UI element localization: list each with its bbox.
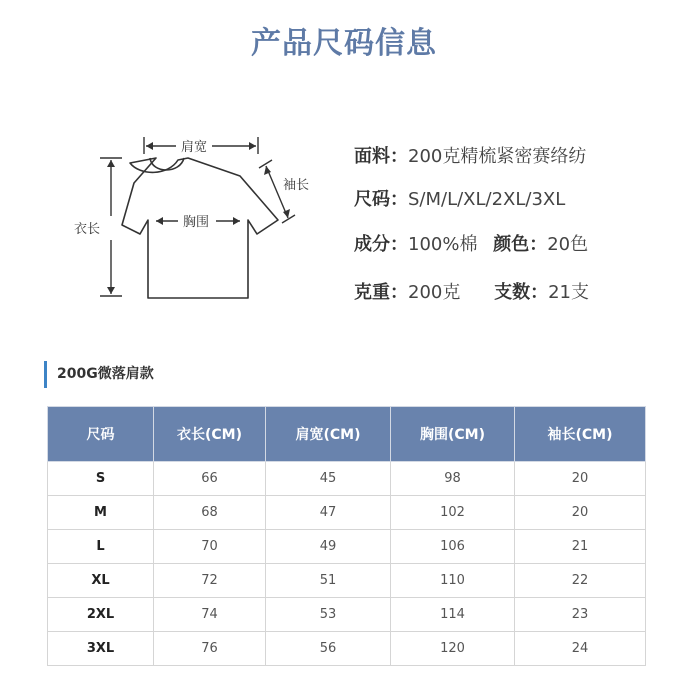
cell-sleeve: 20 <box>515 496 646 530</box>
shoulder-label: 肩宽 <box>181 140 208 155</box>
header-length: 衣长(CM) <box>154 407 266 462</box>
cell-size: 3XL <box>48 632 154 666</box>
header-sleeve: 袖长(CM) <box>515 407 646 462</box>
length-measure <box>74 158 122 296</box>
cell-length: 70 <box>154 530 266 564</box>
chest-label: 胸围 <box>183 215 210 230</box>
cell-chest: 106 <box>391 530 515 564</box>
header-shoulder: 肩宽(CM) <box>266 407 391 462</box>
cell-shoulder: 56 <box>266 632 391 666</box>
cell-shoulder: 49 <box>266 530 391 564</box>
cell-length: 74 <box>154 598 266 632</box>
header-chest: 胸围(CM) <box>391 407 515 462</box>
length-label: 衣长 <box>74 222 101 237</box>
spec-composition: 成分：100%棉 颜色：20色 <box>354 234 589 255</box>
table-row <box>48 530 646 564</box>
cell-shoulder: 47 <box>266 496 391 530</box>
cell-size: M <box>48 496 154 530</box>
page-title: 产品尺码信息 <box>251 26 437 61</box>
table-row <box>48 496 646 530</box>
cell-sleeve: 23 <box>515 598 646 632</box>
header-size: 尺码 <box>48 407 154 462</box>
table-row <box>48 462 646 496</box>
cell-size: S <box>48 462 154 496</box>
cell-sleeve: 21 <box>515 530 646 564</box>
cell-chest: 114 <box>391 598 515 632</box>
cell-size: L <box>48 530 154 564</box>
cell-sleeve: 22 <box>515 564 646 598</box>
cell-chest: 102 <box>391 496 515 530</box>
cell-shoulder: 45 <box>266 462 391 496</box>
cell-chest: 98 <box>391 462 515 496</box>
cell-sleeve: 24 <box>515 632 646 666</box>
cell-sleeve: 20 <box>515 462 646 496</box>
table-row <box>48 632 646 666</box>
cell-shoulder: 51 <box>266 564 391 598</box>
section-title: 200G微落肩款 <box>44 361 154 388</box>
cell-chest: 110 <box>391 564 515 598</box>
shoulder-measure <box>144 137 258 155</box>
cell-length: 66 <box>154 462 266 496</box>
spec-weight: 克重：200克 支数：21支 <box>354 282 589 303</box>
cell-chest: 120 <box>391 632 515 666</box>
table-row <box>48 564 646 598</box>
tshirt-size-diagram <box>60 128 310 313</box>
sleeve-measure <box>259 160 309 223</box>
cell-shoulder: 53 <box>266 598 391 632</box>
cell-length: 76 <box>154 632 266 666</box>
cell-length: 72 <box>154 564 266 598</box>
spec-size: 尺码：S/M/L/XL/2XL/3XL <box>354 189 566 210</box>
sleeve-label: 袖长 <box>283 178 310 193</box>
cell-size: 2XL <box>48 598 154 632</box>
size-table <box>47 406 646 666</box>
cell-size: XL <box>48 564 154 598</box>
table-row <box>48 598 646 632</box>
spec-fabric: 面料：200克精梳紧密赛络纺 <box>354 146 587 167</box>
chest-measure <box>156 215 240 230</box>
table-header-row <box>48 407 646 462</box>
cell-length: 68 <box>154 496 266 530</box>
